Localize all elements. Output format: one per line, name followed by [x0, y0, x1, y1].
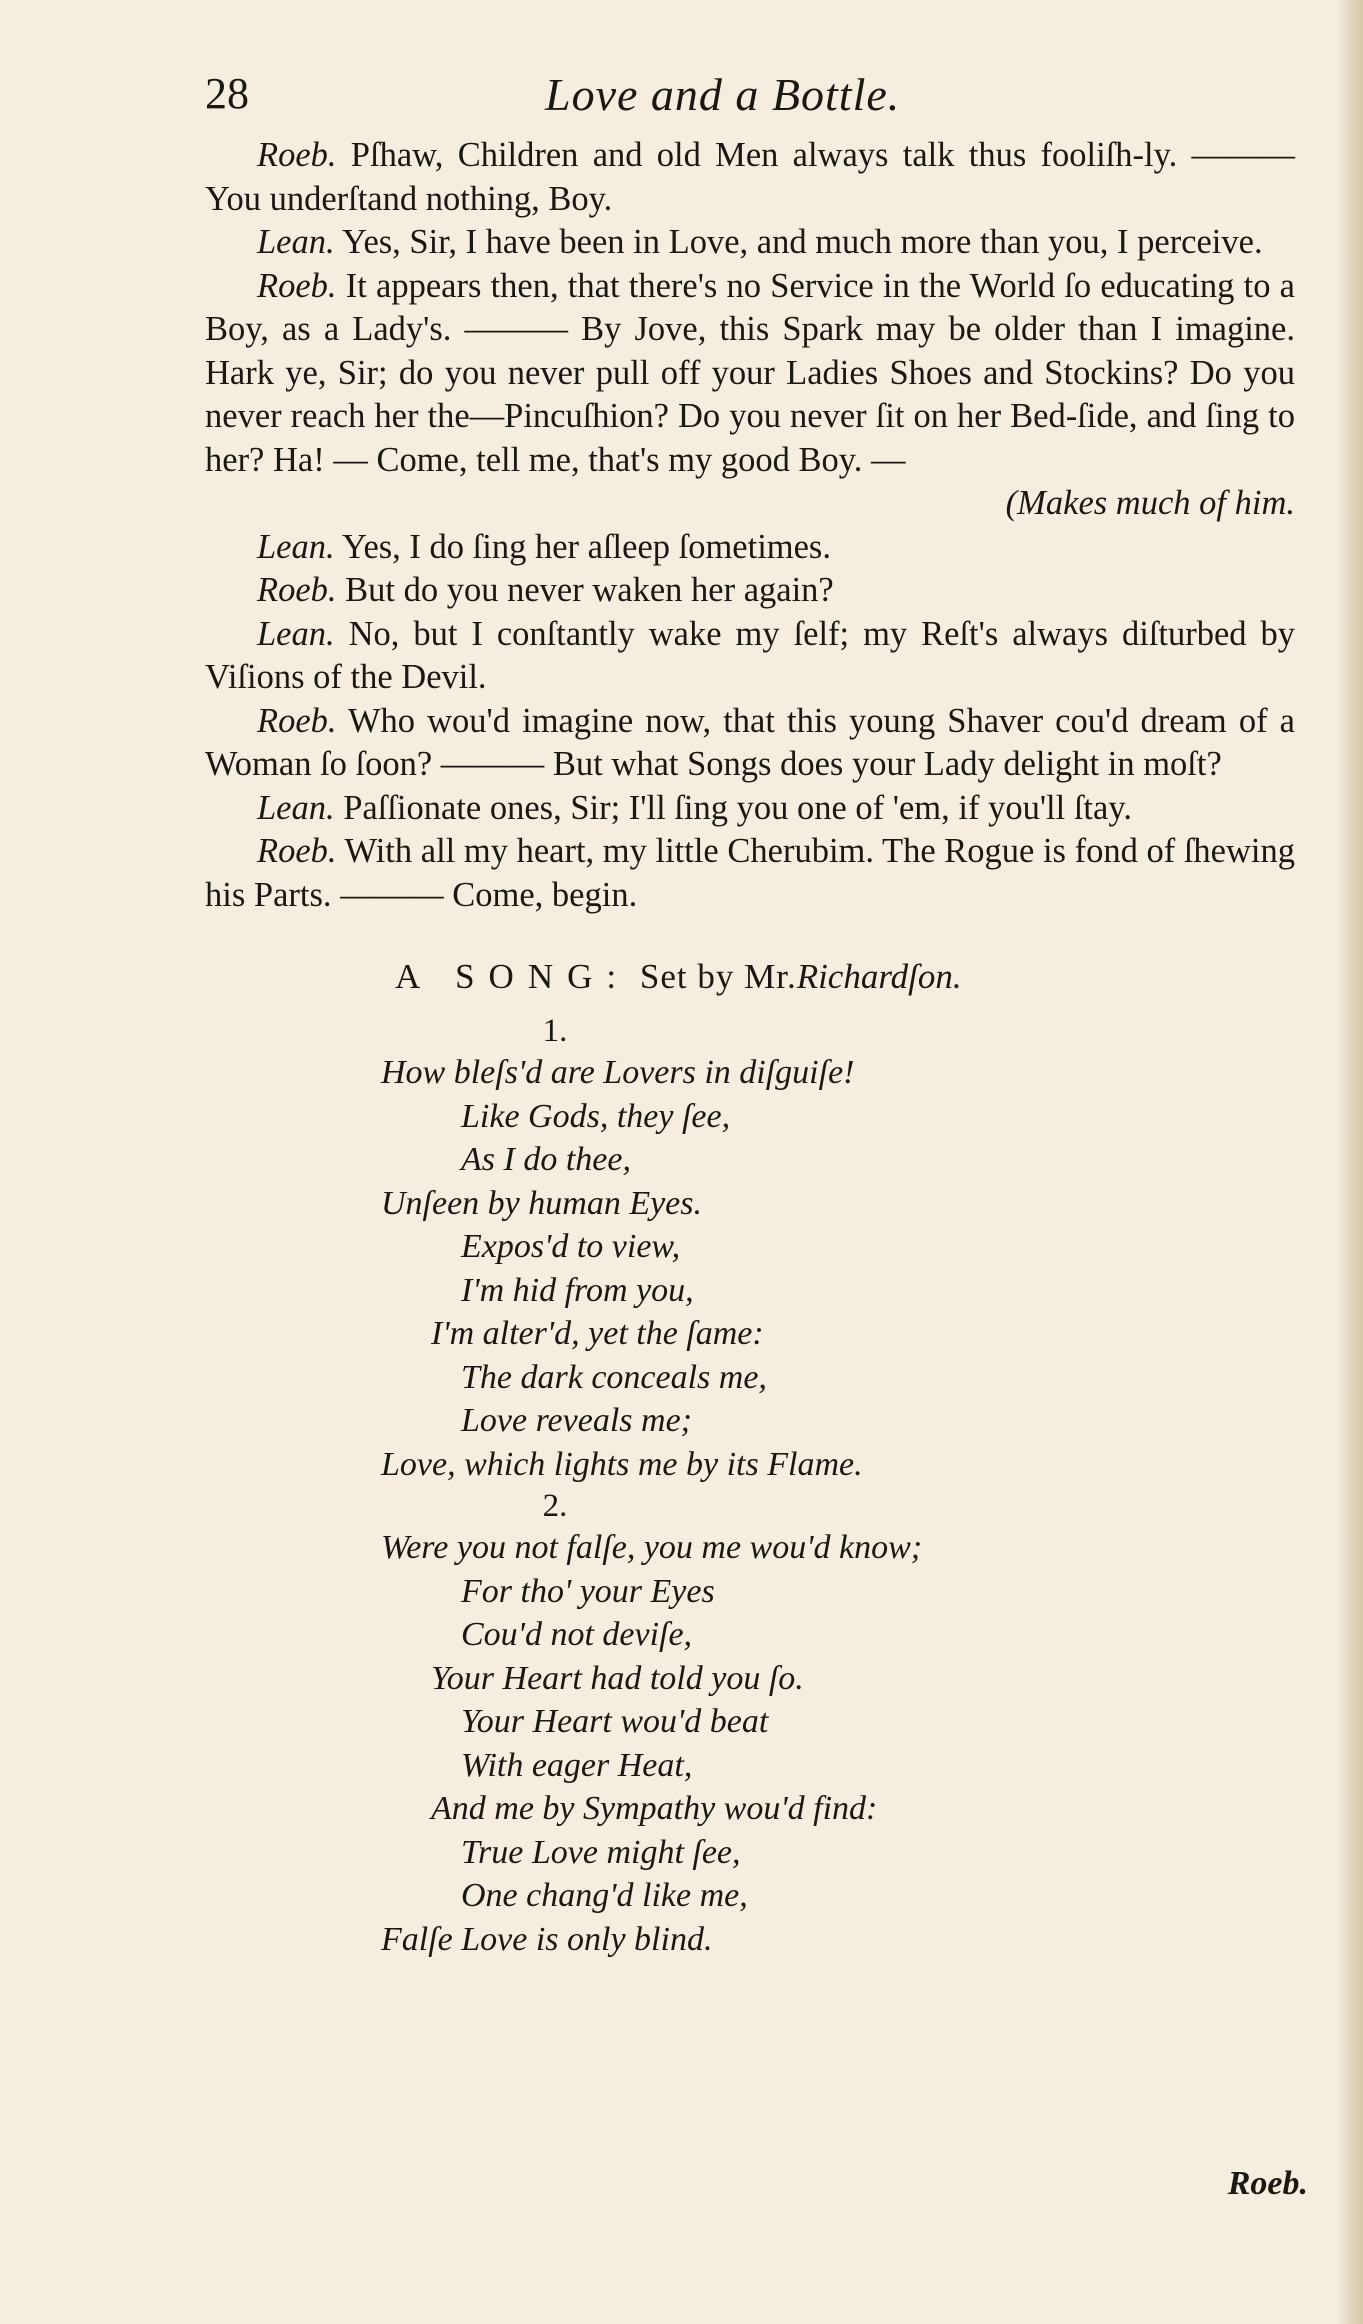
speaker-name: Roeb. [257, 701, 337, 740]
speech-text: But do you never waken her again? [345, 571, 834, 609]
verse-line: With eager Heat, [461, 1746, 693, 1784]
verse-lines [205, 1526, 1295, 1961]
song-stanza-2 [205, 1486, 1295, 1961]
speech-text: It appears then, that there's no Service in the World ſo educating to a Boy, as a Lady's. ——— By Jove, this Spark may be older than I imagine. Hark ye, Sir; do you never pull off your Ladies Shoes and Stockins? Do you never reach her the—Pincuſhion? Do you never ſit on her Bed-ſide, and ſing to her? Ha! — Come, tell me, that's my good Boy. — [205, 266, 1295, 479]
verse-line: Love reveals me; [461, 1402, 692, 1439]
verse-line: Falſe Love is only blind. [381, 1920, 713, 1958]
speech-text: Pſhaw, Children and old Men always talk thus fooliſh-ly. ——— You underſtand nothing, Boy. [205, 136, 1295, 218]
speaker-name: Roeb. [257, 832, 337, 870]
speaker-name: Lean. [257, 527, 335, 566]
dialogue-line [205, 265, 1295, 483]
speech-text: Who wou'd imagine now, that this young Shaver cou'd dream of a Woman ſo ſoon? ——— But what Songs does your Lady delight in moſt? [205, 701, 1295, 783]
verse-line: Your Heart had told you ſo. [431, 1659, 804, 1697]
speech-text: Yes, I do ſing her aſleep ſometimes. [341, 527, 831, 566]
verse-line: For tho' your Eyes [461, 1572, 715, 1610]
verse-line: As I do thee, [461, 1141, 631, 1178]
verse-line: The dark conceals me, [461, 1358, 767, 1396]
verse-line: How bleſs'd are Lovers in diſguiſe! [381, 1054, 855, 1091]
speaker-name: Roeb. [257, 571, 337, 609]
verse-line: Were you not falſe, you me wou'd know; [381, 1529, 923, 1566]
stanza-number: 1. [542, 1013, 568, 1049]
dialogue-line [205, 526, 1295, 570]
song-composer: Richardſon. [796, 957, 962, 996]
dialogue-line [205, 613, 1295, 700]
speech-text: Paſſionate ones, Sir; I'll ſing you one of 'em, if you'll ſtay. [343, 788, 1132, 827]
verse-line: I'm alter'd, yet the ſame: [431, 1315, 764, 1352]
verse-line: Love, which lights me by its Flame. [381, 1445, 863, 1483]
stanza-number: 2. [542, 1488, 568, 1524]
speech-text: Yes, Sir, I have been in Love, and much more than you, I perceive. [341, 223, 1263, 261]
verse-line: Like Gods, they ſee, [461, 1097, 731, 1135]
dialogue-line [205, 830, 1295, 917]
speaker-name: Roeb. [257, 136, 337, 174]
speech-text: With all my heart, my little Cherubim. The Rogue is fond of ſhewing his Parts. ——— Come, begin. [205, 832, 1295, 914]
verse-line: Your Heart wou'd beat [461, 1703, 769, 1740]
book-page [205, 68, 1295, 1961]
page-number: 28 [205, 69, 249, 118]
song-heading-prefix: A SONG: [395, 957, 631, 996]
verse-line: Cou'd not deviſe, [461, 1616, 693, 1653]
dialogue-block [205, 134, 1295, 917]
running-head [205, 68, 1295, 134]
stage-direction: (Makes much of him. [1005, 484, 1295, 522]
dialogue-line [205, 221, 1295, 265]
catchword: Roeb. [1227, 2165, 1308, 2202]
running-title: Love and a Bottle. [545, 69, 901, 120]
dialogue-line [205, 787, 1295, 831]
verse-line: True Love might ſee, [461, 1833, 741, 1871]
verse-line: Expos'd to view, [461, 1228, 681, 1265]
verse-line: I'm hid from you, [461, 1271, 694, 1309]
speech-text: No, but I conſtantly wake my ſelf; my Reſt's always diſturbed by Viſions of the Devil. [205, 614, 1296, 696]
speaker-name: Roeb. [257, 266, 337, 305]
song-heading-set-by: Set by Mr. [639, 957, 797, 996]
dialogue-line [205, 700, 1295, 787]
page-gutter-shadow [1337, 0, 1363, 2324]
song-stanza-1 [205, 1011, 1295, 1486]
dialogue-line [205, 134, 1295, 221]
verse-line: And me by Sympathy wou'd find: [431, 1790, 878, 1827]
song-heading [395, 957, 1295, 997]
speaker-name: Lean. [257, 223, 335, 261]
verse-lines [205, 1051, 1295, 1486]
dialogue-line [205, 569, 1295, 613]
speaker-name: Lean. [257, 788, 335, 827]
speaker-name: Lean. [257, 614, 335, 653]
verse-line: One chang'd like me, [461, 1877, 748, 1914]
verse-line: Unſeen by human Eyes. [381, 1184, 703, 1222]
